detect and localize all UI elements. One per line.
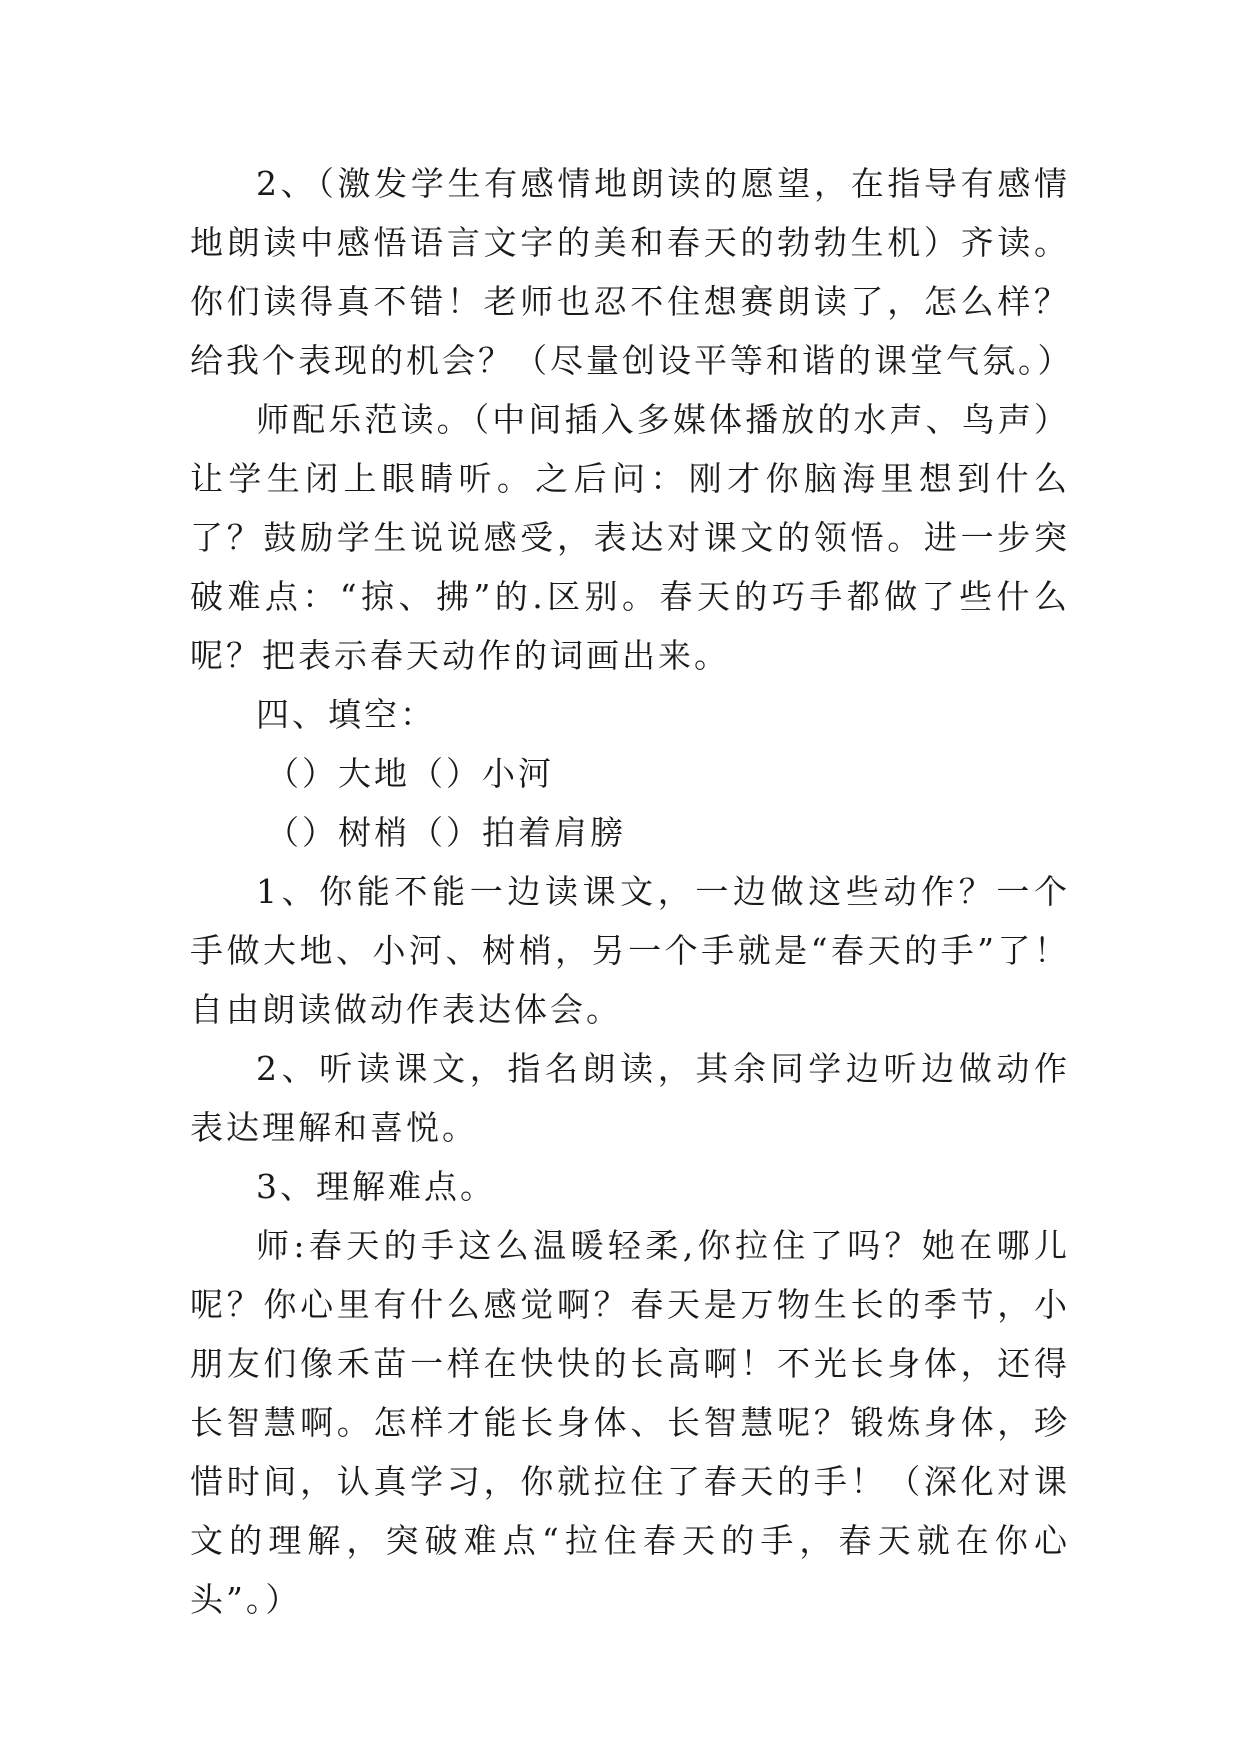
section-heading-fill-blank: 四、填空： <box>256 695 436 734</box>
fill-blank-line-1: （）大地（）小河 <box>266 754 554 793</box>
paragraph-step-1: 1、你能不能一边读课文，一边做这些动作？一个手做大地、小河、树梢，另一个手就是“春天的手”了！自由朗读做动作表达体会。 <box>190 872 1070 1029</box>
paragraph-step-2: 2、听读课文，指名朗读，其余同学边听边做动作表达理解和喜悦。 <box>190 1049 1070 1147</box>
paragraph-teacher-reading: 师配乐范读。（中间插入多媒体播放的水声、鸟声）让学生闭上眼睛听。之后问：刚才你脑海里想到什么了？鼓励学生说说感受，表达对课文的领悟。进一步突破难点：“掠、拂”的.区别。春天的巧手都做了些什么呢？把表示春天动作的词画出来。 <box>190 400 1070 675</box>
paragraph-teacher-dialogue: 师:春天的手这么温暖轻柔,你拉住了吗？她在哪儿呢？你心里有什么感觉啊？春天是万物生长的季节，小朋友们像禾苗一样在快快的长高啊！不光长身体，还得长智慧啊。怎样才能长身体、长智慧呢？锻炼身体，珍惜时间，认真学习，你就拉住了春天的手！（深化对课文的理解，突破难点“拉住春天的手，春天就在你心头”。） <box>190 1226 1070 1619</box>
document-body <box>190 154 1074 1629</box>
paragraph-reading-aloud: 2、（激发学生有感情地朗读的愿望，在指导有感情地朗读中感悟语言文字的美和春天的勃勃生机）齐读。你们读得真不错！老师也忍不住想赛朗读了，怎么样？给我个表现的机会？（尽量创设平等和谐的课堂气氛。） <box>190 164 1074 380</box>
fill-blank-line-2: （）树梢（）拍着肩膀 <box>266 813 626 852</box>
paragraph-step-3: 3、理解难点。 <box>256 1167 496 1206</box>
